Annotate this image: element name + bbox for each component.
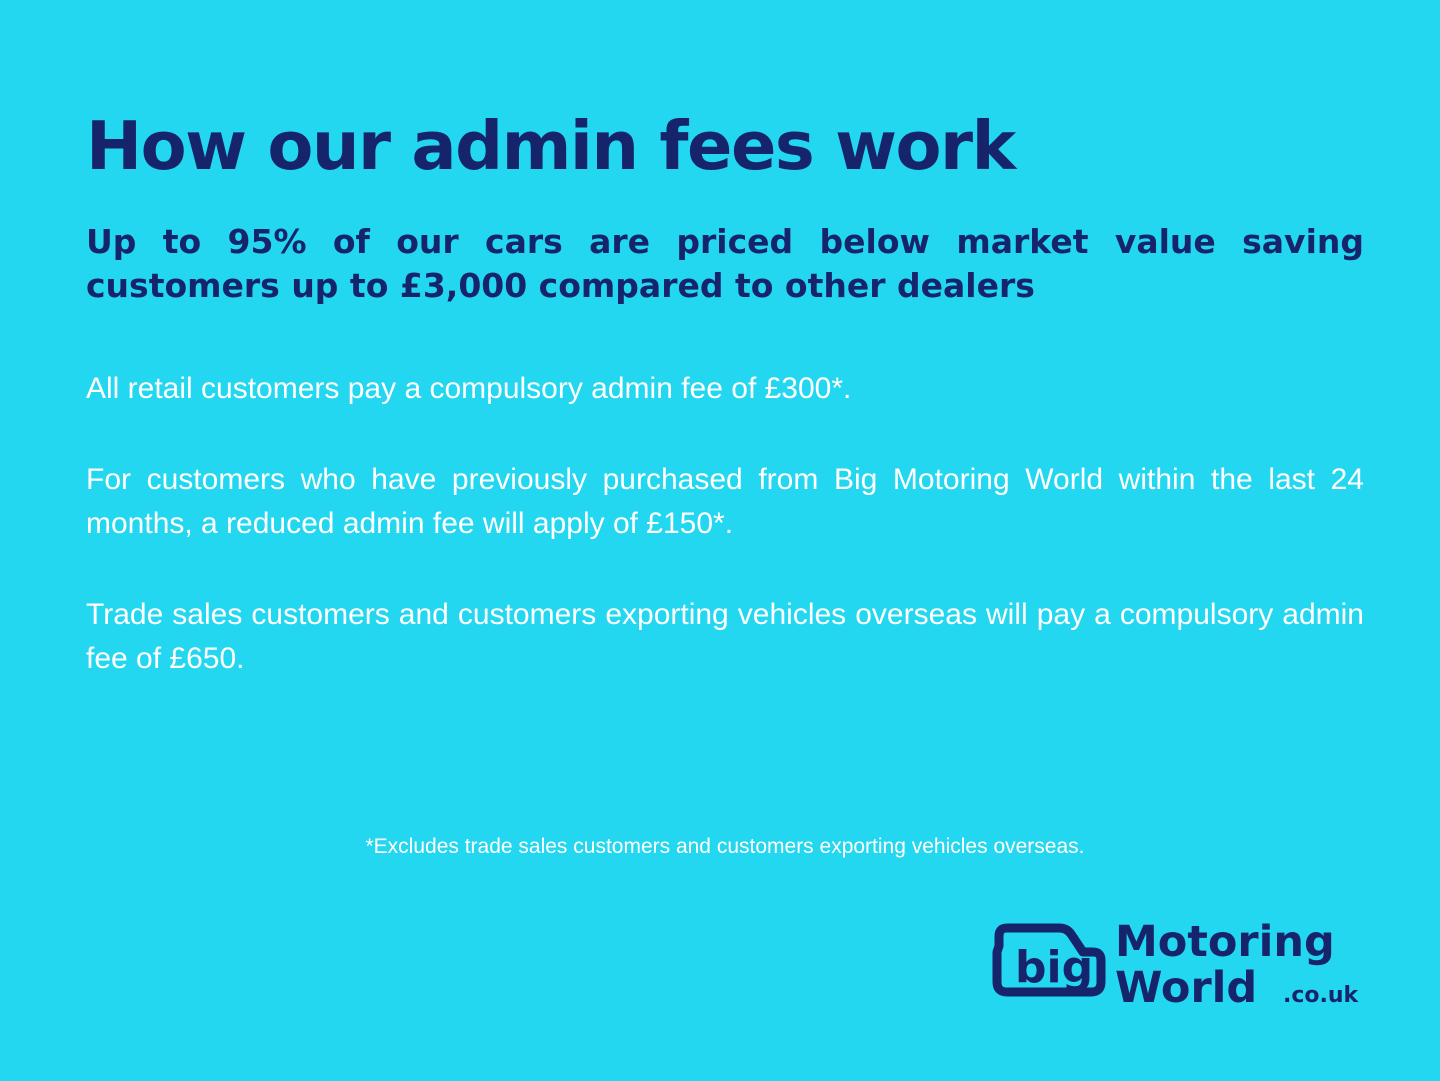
svg-text:big: big [1015, 942, 1094, 993]
subheading: Up to 95% of our cars are priced below market value saving customers up to £3,000 compared to other dealers [86, 221, 1364, 306]
slide-content [86, 0, 1364, 680]
svg-text:World: World [1115, 963, 1258, 1013]
paragraph-returning-customer-fee: For customers who have previously purchased from Big Motoring World within the last 24 months, a reduced admin fee will apply of £150*. [86, 463, 1364, 540]
paragraph-retail-fee: All retail customers pay a compulsory admin fee of £300*. [86, 371, 852, 405]
paragraph-trade-export-fee: Trade sales customers and customers exporting vehicles overseas will pay a compulsory admin fee of £650. [86, 598, 1364, 675]
svg-text:.co.uk: .co.uk [1283, 983, 1359, 1008]
footnote-text: *Excludes trade sales customers and customers exporting vehicles overseas. [365, 835, 1085, 858]
big-motoring-world-logo [985, 900, 1365, 1020]
svg-text:Motoring: Motoring [1115, 917, 1335, 967]
logo-wordmark [1115, 917, 1360, 1013]
page-title: How our admin fees work [86, 107, 1015, 185]
logo-car-mark-icon [997, 928, 1101, 993]
